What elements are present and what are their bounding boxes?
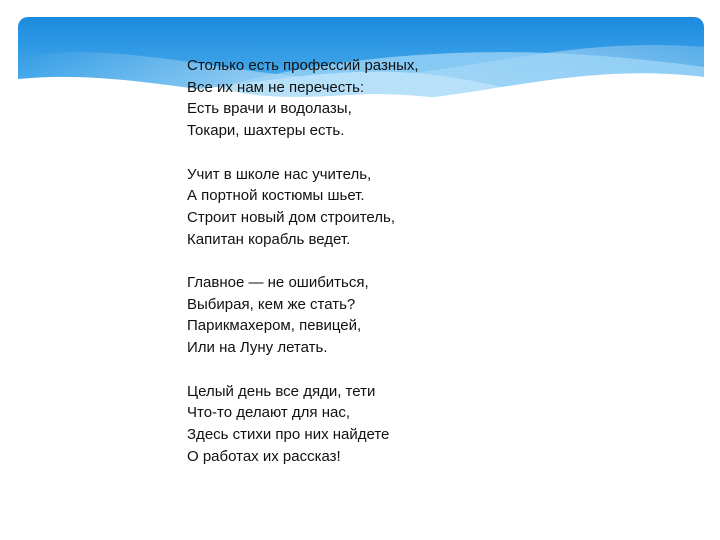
poem-line: Столько есть профессий разных, bbox=[187, 57, 419, 74]
poem-line: Выбирая, кем же стать? bbox=[187, 295, 356, 313]
poem-line: Есть врачи и водолазы, bbox=[187, 100, 352, 118]
poem-line: Или на Луну летать. bbox=[187, 339, 328, 357]
poem-line: Целый день все дяди, тети bbox=[187, 382, 376, 400]
poem-line: Строит новый дом строитель, bbox=[187, 208, 396, 226]
poem-line: Капитан корабль ведет. bbox=[187, 230, 351, 248]
poem-line: Что-то делают для нас, bbox=[187, 404, 350, 422]
poem-line: О работах их рассказ! bbox=[187, 447, 341, 465]
poem-line: Учит в школе нас учитель, bbox=[187, 165, 372, 183]
poem-line: А портной костюмы шьет. bbox=[187, 187, 365, 205]
poem-line: Главное — не ошибиться, bbox=[187, 274, 369, 291]
poem-line: Все их нам не перечесть: bbox=[187, 78, 365, 96]
poem-line: Здесь стихи про них найдете bbox=[187, 425, 390, 443]
poem-line: Парикмахером, певицей, bbox=[187, 317, 362, 335]
stanza-3 bbox=[187, 272, 607, 359]
poem bbox=[187, 55, 607, 489]
stanza-4 bbox=[187, 381, 607, 468]
poem-line: Токари, шахтеры есть. bbox=[187, 122, 345, 140]
stanza-2 bbox=[187, 164, 607, 251]
stanza-1 bbox=[187, 55, 607, 142]
